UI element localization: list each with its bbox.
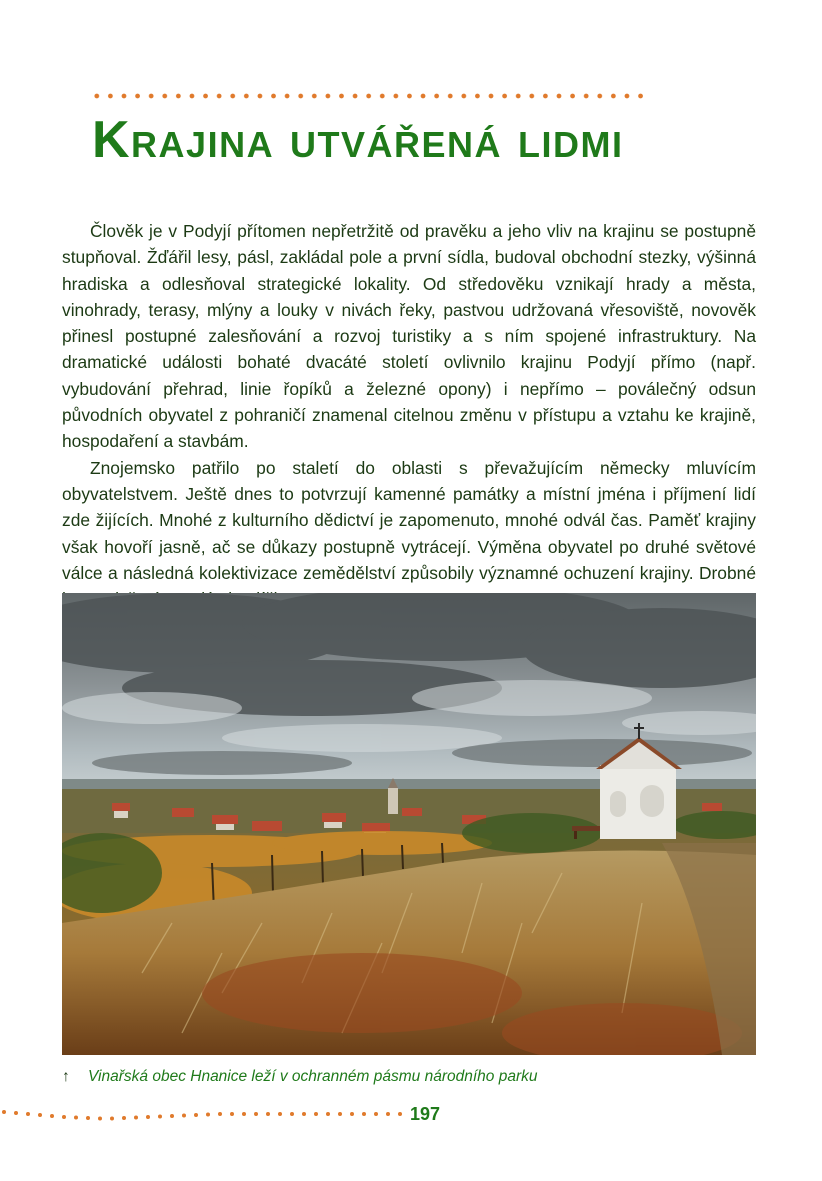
body-text [62,218,756,612]
paragraph-2: Znojemsko patřilo po staletí do oblasti s převažujícím německy mluvícím obyvatelstvem. Ještě dnes to potvrzují kamenné památky a místní jména i příjmení lidí zde žijících. Mnohé z kulturního dědictví je zapomenuto, mnohé odvál čas. Paměť krajiny však hovoří jasně, ač se důkazy postupně vytrácejí. Výměna obyvatel po druhé světové válce a následná kolektivizace zemědělství způsobily významné ochuzení krajiny. Drobné [62,457,756,583]
title-dotted-rule [90,92,646,100]
footer-dotted-curve [0,1103,408,1129]
landscape-photo [62,593,756,1055]
page-title: Krajina utvářená lidmi [92,111,624,169]
caption-text: Vinařská obec Hnanice leží v ochranném pásmu národního parku [88,1068,538,1085]
photo-caption [62,1068,762,1090]
page-number: 197 [410,1104,441,1124]
paragraph-1: Člověk je v Podyjí přítomen nepřetržitě od pravěku a jeho vliv na krajinu se postupně stupňoval. Žďářil lesy, pásl, zakládal pole a první sídla, budoval obchodní stezky, výšinná hradiska a odlesňoval strategické lokality. Od středověku vznikají hrady a města, vinohrady, terasy, mlýny a louky v nivách řeky, pastvou udržovaná vřesoviště, novověk přinesl postupné zalesňování a rozvoj turistiky a s ním spojené infrastruktury. Na dramatické události bohaté dvacáté století ovlivnilo krajinu Podyjí přímo (např. vybudování přehrad, linie řopíků a železné opony) i nepřímo – poválečný odsun původních obyvatel z pohraničí znamenal citelnou změnu v přístupu a vztahu ke krajině, hospodaření a stavbám. [62,221,756,452]
up-arrow-icon: ↑ [62,1068,70,1085]
